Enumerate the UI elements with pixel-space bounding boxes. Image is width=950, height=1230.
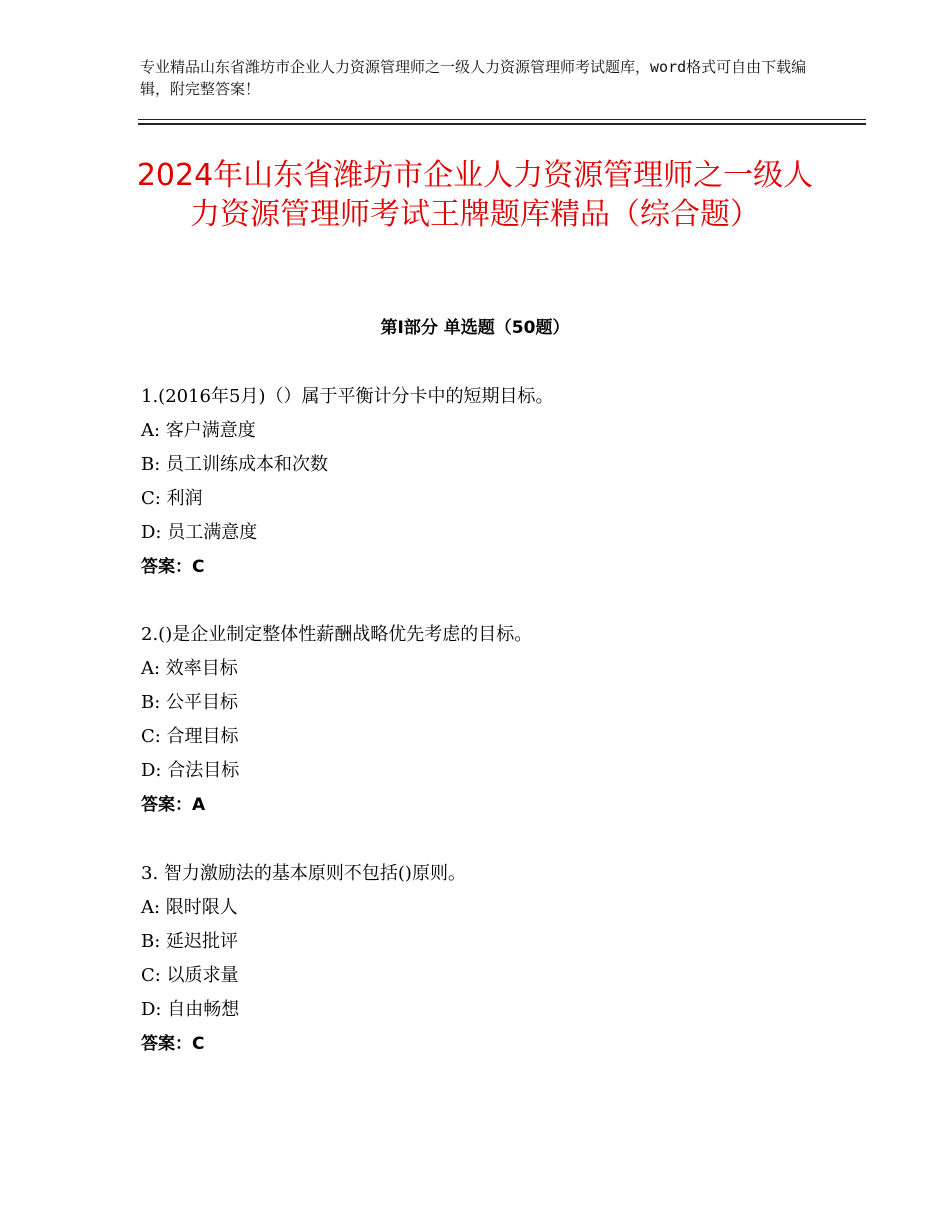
question-stem: 3. 智力激励法的基本原则不包括()原则。 [141, 863, 466, 884]
question-stem: 2.()是企业制定整体性薪酬战略优先考虑的目标。 [141, 624, 533, 645]
option-a: A: 效率目标 [141, 658, 238, 679]
option-b: B: 员工训练成本和次数 [141, 454, 329, 475]
option-a: A: 客户满意度 [141, 420, 256, 441]
option-d: D: 自由畅想 [141, 999, 240, 1020]
option-b: B: 公平目标 [141, 692, 239, 713]
answer-label: 答案：C [141, 1034, 205, 1054]
header-note: 专业精品山东省潍坊市企业人力资源管理师之一级人力资源管理师考试题库，word格式可自由下载编辑，附完整答案！ [140, 58, 807, 98]
option-d: D: 合法目标 [141, 760, 240, 781]
option-b: B: 延迟批评 [141, 931, 239, 952]
question-2 [141, 618, 831, 822]
option-d: D: 员工满意度 [141, 522, 258, 543]
question-stem: 1.(2016年5月)（）属于平衡计分卡中的短期目标。 [141, 386, 554, 407]
option-c: C: 利润 [141, 488, 203, 509]
section-heading: 第Ⅰ部分 单选题（50题） [380, 318, 570, 338]
option-a: A: 限时限人 [141, 897, 238, 918]
answer-label: 答案：A [141, 795, 206, 815]
question-3 [141, 857, 831, 1061]
option-c: C: 以质求量 [141, 965, 239, 986]
header-rule-thin [138, 119, 866, 120]
question-1 [141, 380, 831, 584]
document-title: 2024年山东省潍坊市企业人力资源管理师之一级人力资源管理师考试王牌题库精品（综合题） [136, 158, 814, 232]
option-c: C: 合理目标 [141, 726, 239, 747]
answer-label: 答案：C [141, 557, 205, 577]
header-rule-thick [138, 123, 866, 125]
